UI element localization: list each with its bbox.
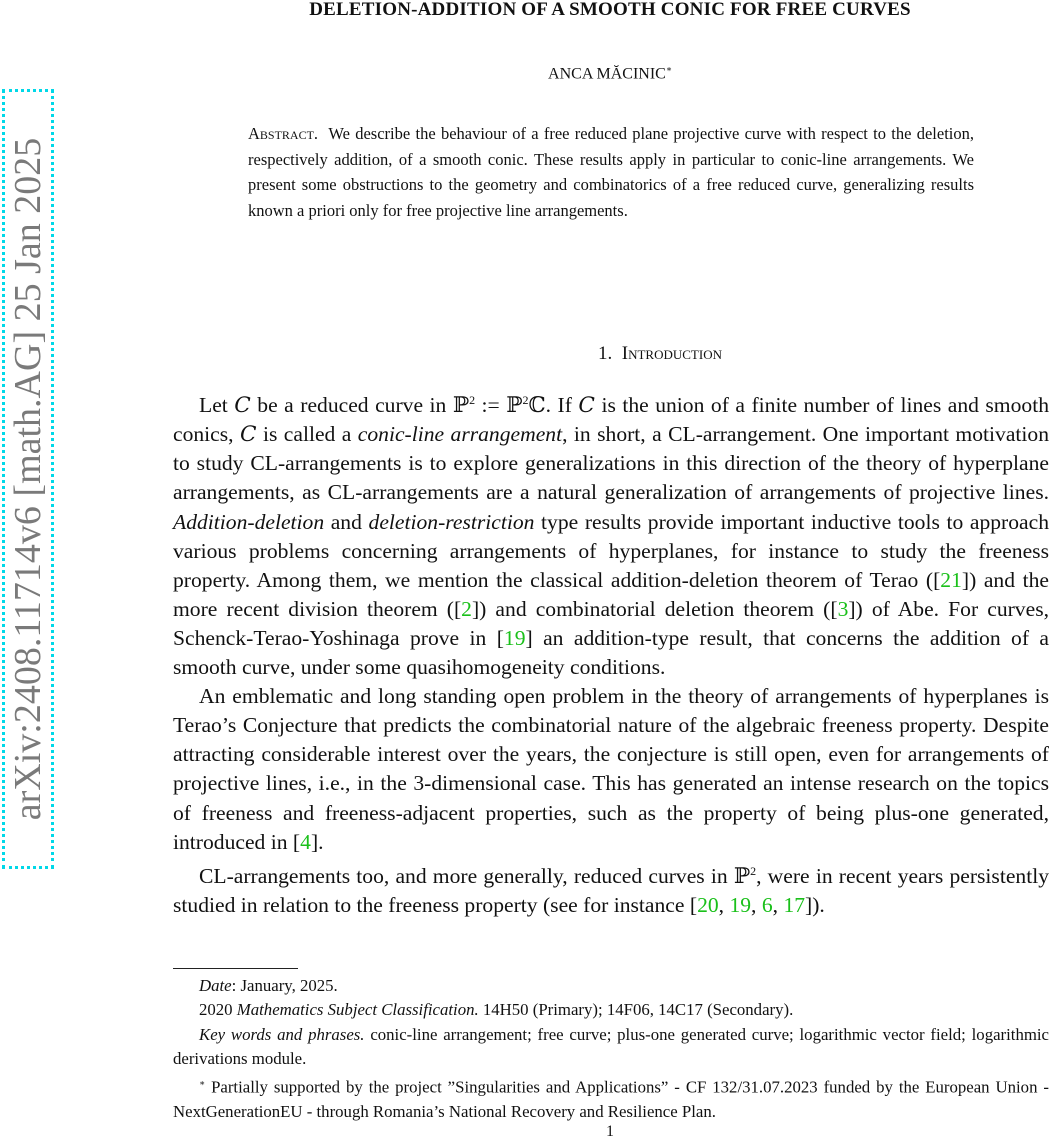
footnote-rule: [173, 968, 298, 969]
separator: ,: [718, 892, 730, 917]
citation-link[interactable]: 17: [783, 892, 806, 917]
footnote-support: [173, 1071, 1049, 1124]
paragraph-3: [173, 857, 1049, 920]
text-run: Let: [199, 393, 235, 418]
citation-link[interactable]: 20: [697, 892, 719, 917]
footnote-label: Mathematics Subject Classification.: [236, 1000, 479, 1020]
footnote-date: [173, 974, 1049, 998]
introduction-body: [173, 386, 1049, 920]
text-run: ]) of Abe. For curves, Schenck-Terao-Yoshinaga prove in [: [173, 596, 1049, 650]
footnote-msc: [173, 998, 1049, 1022]
text-run: be a reduced curve in ℙ: [250, 393, 470, 418]
footnotes: [173, 974, 1049, 1124]
author-footnote-mark: ∗: [665, 64, 672, 74]
author-line: [160, 64, 1051, 83]
emphasis: conic-line arrangement: [357, 422, 563, 447]
citation-link[interactable]: 21: [940, 567, 962, 592]
text-run: is called a: [256, 422, 358, 447]
footnote-value: conic-line arrangement; free curve; plus-one generated curve; logarithmic vector field; logarithmic derivations module.: [173, 1024, 1050, 1068]
text-run: , were in recent years persistently studied in relation to the freeness property (see for instance [: [173, 863, 1049, 917]
section-title-text: Introduction: [621, 343, 722, 364]
text-run: ]).: [805, 892, 825, 917]
text-run: ]) and the more recent division theorem ([: [173, 567, 1049, 621]
citation-link[interactable]: 2: [461, 596, 472, 621]
emphasis: Addition-deletion: [173, 509, 325, 534]
math-symbol: 𝐶: [578, 393, 595, 418]
text-run: is the union of a finite number of lines and smooth conics,: [173, 393, 1049, 447]
citation-link[interactable]: 3: [837, 596, 849, 621]
text-run: type results provide important inductive tools to approach various problems concerning arrangements of hyperplanes, for instance to study the freeness property. Among them, we mention the classical addition-deletion theorem of Terao ([: [173, 509, 1049, 592]
text-run: and: [324, 509, 369, 534]
author-name: ANCA MĂCINIC: [548, 65, 666, 83]
footnote-prefix: 2020: [199, 1000, 237, 1020]
text-run: ].: [310, 829, 324, 854]
superscript: 2: [469, 393, 476, 407]
text-run: ℂ. If: [528, 393, 579, 418]
footnote-label: Key words and phrases.: [199, 1024, 365, 1044]
math-symbol: 𝐶: [234, 393, 251, 418]
abstract-text: We describe the behaviour of a free reduced plane projective curve with respect to the deletion, respectively addition, of a smooth conic. These results apply in particular to conic-line arrangements. We present some obstructions to the geometry and combinatorics of a free reduced curve, generalizing results known a priori only for free projective line arrangements.: [248, 124, 975, 220]
footnote-value: Partially supported by the project ”Singularities and Applications” - CF 132/31.07.2023 funded by the European Union - NextGenerationEU - through Romania’s National Recovery and Resilience Plan.: [173, 1077, 1049, 1122]
footnote-value: : January, 2025.: [231, 976, 338, 995]
footnote-keywords: [173, 1023, 1049, 1072]
separator: ,: [751, 892, 762, 917]
page-number: 1: [606, 1123, 614, 1140]
arxiv-identifier-text: arXiv:2408.11714v6 [math.AG] 25 Jan 2025: [7, 137, 49, 821]
citation-link[interactable]: 6: [761, 892, 773, 917]
text-run: , in short, a CL-arrangement. One important motivation to study CL-arrangements is to explore generalizations in this direction of the theory of hyperplane arrangements, as CL-arrangements are a natural generalization of arrangements of projective lines.: [173, 422, 1049, 505]
footnote-value: 14H50 (Primary); 14F06, 14C17 (Secondary).: [478, 1000, 794, 1020]
separator: ,: [772, 892, 784, 917]
text-run: CL-arrangements too, and more generally, reduced curves in ℙ: [199, 863, 751, 888]
paragraph-1: [173, 386, 1049, 682]
section-heading: [160, 343, 1051, 365]
superscript: 2: [750, 863, 757, 878]
text-run: An emblematic and long standing open problem in the theory of arrangements of hyperplanes is Terao’s Conjecture that predicts the combinatorial nature of the algebraic freeness property. Despite attracting considerable interest over the years, the conjecture is still open, even for arrangements of projective lines, i.e., in the 3-dimensional case. This has generated an intense research on the topics of freeness and freeness-adjacent properties, such as the property of being plus-one generated, introduced in [: [173, 684, 1049, 854]
superscript: 2: [522, 393, 529, 407]
paper-title: DELETION-ADDITION OF A SMOOTH CONIC FOR FREE CURVES: [309, 0, 911, 20]
text-run: ]) and combinatorial deletion theorem ([: [471, 596, 838, 621]
arxiv-identifier-stamp[interactable]: [2, 89, 54, 869]
footnote-mark: ∗: [199, 1078, 206, 1089]
section-number: 1.: [598, 343, 613, 364]
citation-link[interactable]: 19: [729, 892, 752, 917]
text-run: := ℙ: [475, 393, 523, 418]
citation-link[interactable]: 19: [503, 625, 526, 650]
abstract: [248, 121, 974, 223]
footnote-label: Date: [199, 976, 232, 995]
text-run: ] an addition-type result, that concerns the addition of a smooth curve, under some quasihomogeneity conditions.: [173, 625, 1049, 680]
citation-link[interactable]: 4: [300, 829, 311, 854]
abstract-label: Abstract.: [248, 124, 319, 143]
math-symbol: 𝐶: [240, 422, 257, 447]
emphasis: deletion-restriction: [368, 509, 535, 534]
paragraph-2: [173, 682, 1049, 857]
